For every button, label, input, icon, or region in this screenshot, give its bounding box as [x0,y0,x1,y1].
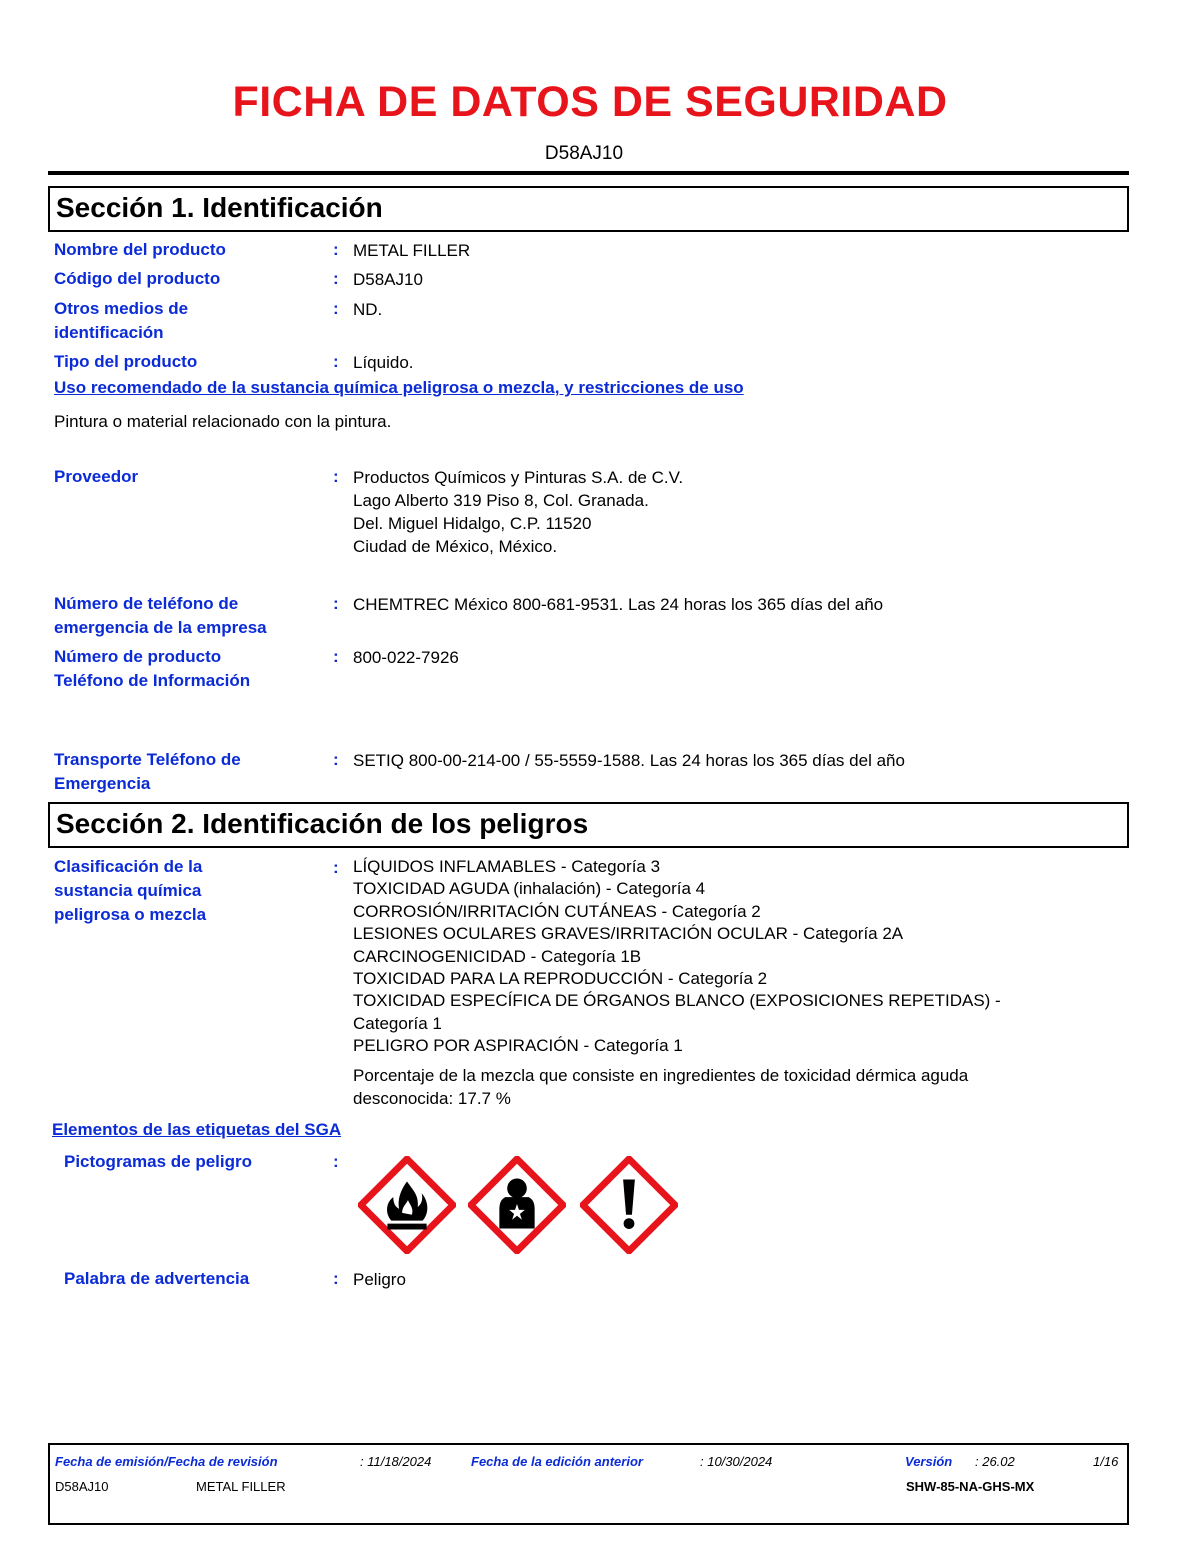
document-title: FICHA DE DATOS DE SEGURIDAD [232,78,948,126]
colon: : [333,299,339,318]
supplier-address [353,466,683,558]
health-hazard-icon [468,1156,566,1254]
previous-edition-label: Fecha de la edición anterior [471,1454,643,1469]
transport-phone-label-line1: Transporte Teléfono de [54,750,241,769]
other-id-value: ND. [353,300,383,319]
classification-label-line: Clasificación de la [54,857,203,876]
footer-document-id: SHW-85-NA-GHS-MX [906,1479,1035,1494]
signal-word-value: Peligro [353,1270,406,1289]
other-id-label-line1: Otros medios de [54,299,189,318]
exclamation-icon [580,1156,678,1254]
issue-date-label: Fecha de emisión/Fecha de revisión [55,1454,278,1469]
product-type-label: Tipo del producto [54,352,198,371]
colon: : [333,1152,339,1171]
pictograms-label: Pictogramas de peligro [64,1152,252,1171]
product-number-value: 800-022-7926 [353,648,459,667]
emergency-phone-label-line1: Número de teléfono de [54,594,239,613]
colon: : [333,647,339,666]
transport-phone-value: SETIQ 800-00-214-00 / 55-5559-1588. Las 24 horas los 365 días del año [353,751,905,770]
dermal-toxicity-note-line1: Porcentaje de la mezcla que consiste en ingredientes de toxicidad dérmica aguda [353,1066,969,1085]
issue-date-value: : 11/18/2024 [360,1454,432,1469]
colon: : [333,1269,339,1288]
page-number: 1/16 [1093,1454,1119,1469]
classification-item: CORROSIÓN/IRRITACIÓN CUTÁNEAS - Categoría 2 [353,901,761,921]
section1-title: Sección 1. Identificación [56,192,383,223]
supplier-label: Proveedor [54,467,139,486]
transport-phone-label-line2: Emergencia [54,774,151,793]
product-type-value: Líquido. [353,353,414,372]
colon: : [333,858,339,877]
classification-label-line: peligrosa o mezcla [54,905,207,924]
classification-label [54,855,206,927]
classification-item: CARCINOGENICIDAD - Categoría 1B [353,946,642,966]
label-elements-heading[interactable]: Elementos de las etiquetas del SGA [52,1120,342,1139]
classification-item: TOXICIDAD AGUDA (inhalación) - Categoría 4 [353,879,706,899]
recommended-use-heading[interactable]: Uso recomendado de la sustancia química peligrosa o mezcla, y restricciones de uso [54,378,744,397]
colon: : [333,352,339,371]
recommended-use-text: Pintura o material relacionado con la pintura. [54,412,392,431]
supplier-line: Del. Miguel Hidalgo, C.P. 11520 [353,514,592,533]
page-footer [48,1443,1129,1525]
supplier-line: Lago Alberto 319 Piso 8, Col. Granada. [353,491,649,510]
classification-label-line: sustancia química [54,881,202,900]
classification-item: LESIONES OCULARES GRAVES/IRRITACIÓN OCULAR - Categoría 2A [353,924,904,944]
section1-header [48,186,1129,232]
emergency-phone-label [54,592,267,640]
supplier-line: Productos Químicos y Pinturas S.A. de C.V. [353,468,684,487]
emergency-phone-label-line2: emergencia de la empresa [54,618,267,637]
version-value: : 26.02 [975,1454,1015,1469]
header-rule [48,171,1129,175]
footer-product-name: METAL FILLER [196,1479,286,1494]
product-number-label-line2: Teléfono de Información [54,671,251,690]
section2-title: Sección 2. Identificación de los peligros [56,808,589,839]
signal-word-label: Palabra de advertencia [64,1269,250,1288]
classification-item: Categoría 1 [353,1013,442,1033]
colon: : [333,467,339,486]
colon: : [333,750,339,769]
classification-item: LÍQUIDOS INFLAMABLES - Categoría 3 [353,857,661,876]
supplier-line: Ciudad de México, México. [353,537,558,556]
section2-header [48,802,1129,848]
previous-edition-value: : 10/30/2024 [700,1454,773,1469]
product-number-label-line1: Número de producto [54,647,222,666]
document-code: D58AJ10 [544,143,624,164]
other-id-label [54,297,188,345]
colon: : [333,269,339,288]
classification-list [353,856,1001,1058]
footer-product-code: D58AJ10 [55,1479,109,1494]
other-id-label-line2: identificación [54,323,164,342]
version-label: Versión [905,1454,953,1469]
emergency-phone-value: CHEMTREC México 800-681-9531. Las 24 horas los 365 días del año [353,595,884,614]
flame-icon [358,1156,456,1254]
classification-item: TOXICIDAD ESPECÍFICA DE ÓRGANOS BLANCO (EXPOSICIONES REPETIDAS) - [353,991,1001,1011]
product-code-value: D58AJ10 [353,270,423,289]
classification-item: PELIGRO POR ASPIRACIÓN - Categoría 1 [353,1036,683,1056]
classification-item: TOXICIDAD PARA LA REPRODUCCIÓN - Categoría 2 [353,969,768,989]
product-name-label: Nombre del producto [54,240,226,259]
colon: : [333,594,339,613]
product-code-label: Código del producto [54,269,221,288]
colon: : [333,240,339,259]
transport-phone-label [54,748,241,796]
product-name-value: METAL FILLER [353,241,471,260]
dermal-toxicity-note-line2: desconocida: 17.7 % [353,1089,511,1108]
product-number-label [54,645,250,693]
dermal-toxicity-note [353,1064,968,1110]
